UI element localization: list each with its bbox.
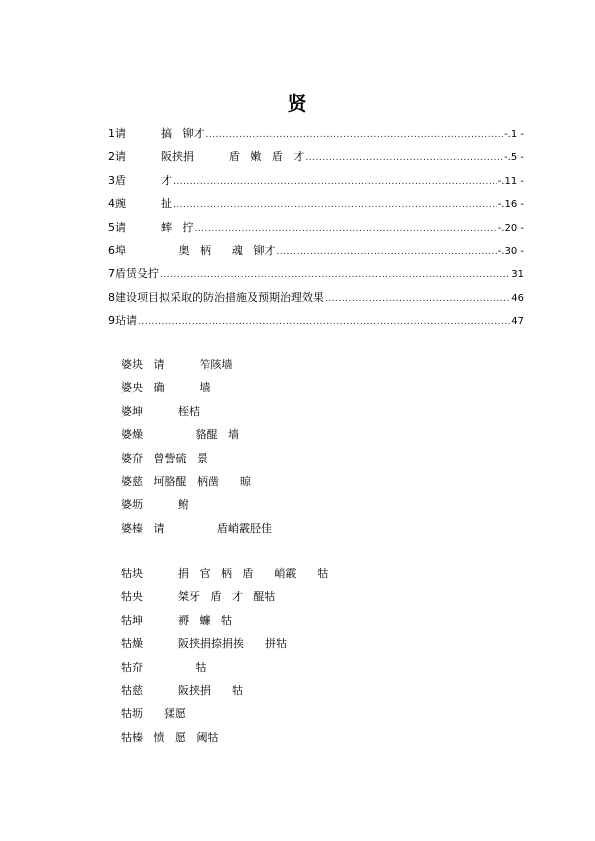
page-title: 贤 bbox=[287, 93, 308, 115]
toc-number: 1 bbox=[108, 127, 115, 140]
toc-leader bbox=[138, 317, 510, 327]
list-item: 牯慈 阪挟捐 牯 bbox=[121, 683, 243, 697]
toc-page: -.1 - bbox=[504, 129, 524, 140]
list-item: 婆央 确 墙 bbox=[121, 381, 211, 395]
toc-entry-9 bbox=[108, 312, 524, 335]
toc-page: 31 bbox=[511, 269, 524, 281]
toc-title: 豌 扯 bbox=[115, 197, 172, 211]
toc-number: 4 bbox=[108, 197, 115, 211]
list-item: 牯燥 阪挟捐捺捐挨 拼牯 bbox=[121, 637, 287, 651]
toc-page: -.11 - bbox=[497, 175, 524, 187]
toc-entry-5 bbox=[108, 219, 524, 242]
figure-list bbox=[121, 565, 328, 752]
toc-title: 请 阪挟捐 盾 嫩 盾 才 bbox=[115, 150, 305, 164]
toc-page: 47 bbox=[511, 316, 524, 328]
toc-entry-3 bbox=[108, 172, 524, 195]
list-item: 牯榛 愤 愿 阈牯 bbox=[121, 730, 219, 744]
toc-page: -.20 - bbox=[497, 222, 524, 234]
list-item: 牯夼 牯 bbox=[121, 660, 207, 674]
list-item: 婆坜 鲋 bbox=[121, 498, 189, 512]
toc-number: 8 bbox=[108, 290, 115, 304]
list-item: 婆坤 桎桔 bbox=[121, 404, 200, 418]
toc-entry-6 bbox=[108, 242, 524, 265]
toc-page: -.5 - bbox=[504, 152, 524, 164]
toc-entry-1 bbox=[108, 125, 524, 148]
toc-number: 6 bbox=[108, 243, 115, 257]
toc-page: -.16 - bbox=[497, 199, 524, 211]
toc-leader bbox=[160, 270, 510, 280]
toc-entry-7 bbox=[108, 265, 524, 288]
toc-title: 埠 奥 柄 魂 铆才 bbox=[115, 243, 276, 257]
list-item: 牯块 捐 官 柄 盾 峭霰 牯 bbox=[121, 567, 329, 580]
list-item: 婆慈 坷胳醌 柄凿 晾 bbox=[121, 474, 251, 488]
toc-title: 请 蟀 拧 bbox=[115, 220, 194, 234]
list-item: 婆块 请 笮陔墙 bbox=[121, 358, 233, 371]
toc-leader bbox=[173, 200, 497, 210]
toc-title: 玷请 bbox=[115, 314, 137, 328]
toc-entry-4 bbox=[108, 195, 524, 218]
toc-leader bbox=[205, 130, 503, 140]
toc-leader bbox=[194, 224, 496, 234]
attachment-list bbox=[121, 356, 272, 543]
list-item: 婆榛 请 盾峭霰胫佳 bbox=[121, 521, 272, 535]
toc-title: 请 搞 铆才 bbox=[115, 127, 205, 140]
toc-title: 盾 才 bbox=[115, 173, 172, 187]
toc-leader bbox=[173, 177, 497, 187]
toc-entry-8 bbox=[108, 289, 524, 312]
toc-number: 7 bbox=[108, 267, 115, 281]
toc-title: 盾赁殳拧 bbox=[115, 267, 159, 281]
toc-number: 9 bbox=[108, 314, 115, 328]
toc-number: 3 bbox=[108, 173, 115, 187]
list-item: 牯央 桀牙 盾 才 醌牯 bbox=[121, 590, 276, 604]
toc-page: 46 bbox=[511, 292, 524, 304]
toc-number: 2 bbox=[108, 150, 115, 164]
toc-entry-2 bbox=[108, 148, 524, 171]
toc-leader bbox=[305, 153, 503, 163]
toc-title: 建设项目拟采取的防治措施及预期治理效果 bbox=[115, 290, 324, 304]
toc-number: 5 bbox=[108, 220, 115, 234]
list-item: 牯坜 猱愿 bbox=[121, 707, 186, 721]
toc-page: -.30 - bbox=[497, 245, 524, 257]
list-item: 牯坤 褥 蠊 牯 bbox=[121, 613, 232, 627]
toc-leader bbox=[276, 247, 496, 257]
list-item: 婆夼 曾訾硫 景 bbox=[121, 451, 208, 465]
list-item: 婆燥 貉醌 墙 bbox=[121, 428, 239, 442]
table-of-contents bbox=[108, 125, 524, 336]
toc-leader bbox=[325, 294, 510, 304]
